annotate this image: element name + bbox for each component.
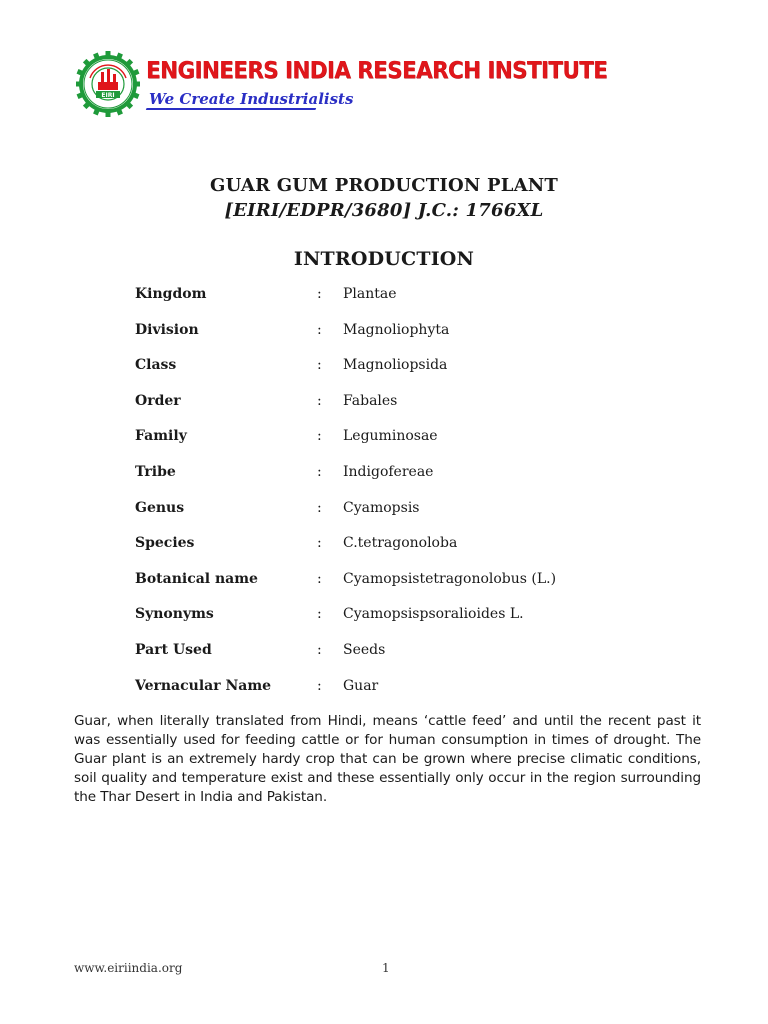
company-logo [76,46,608,122]
taxonomy-table [135,286,655,713]
taxonomy-value: Cyamopsis [343,499,420,516]
taxonomy-separator: : [317,641,322,658]
document-reference: [EIRI/EDPR/3680] J.C.: 1766XL [224,200,544,221]
organization-tagline: We Create Industrialists [149,90,354,108]
taxonomy-label: Order [135,392,181,409]
section-heading: INTRODUCTION [293,248,475,270]
taxonomy-separator: : [317,392,322,409]
taxonomy-value: Magnoliophyta [343,321,450,338]
taxonomy-row [135,571,655,607]
organization-name: ENGINEERS INDIA RESEARCH INSTITUTE [146,58,608,84]
taxonomy-value: Guar [343,677,379,694]
document-title: GUAR GUM PRODUCTION PLANT [210,175,558,196]
taxonomy-value: Indigofereae [343,463,434,480]
taxonomy-row [135,500,655,536]
taxonomy-label: Vernacular Name [135,677,272,694]
taxonomy-row [135,678,655,714]
taxonomy-separator: : [317,286,322,302]
footer-website-link[interactable]: www.eiriindia.org [74,961,183,975]
taxonomy-separator: : [317,535,322,552]
eiri-seal-icon [76,48,140,120]
taxonomy-row [135,393,655,429]
tagline-underline [146,108,317,110]
taxonomy-separator: : [317,570,322,587]
taxonomy-label: Botanical name [135,570,258,587]
taxonomy-separator: : [317,499,322,516]
taxonomy-value: Seeds [343,641,386,658]
taxonomy-separator: : [317,321,322,338]
taxonomy-separator: : [317,677,322,694]
svg-text:EIRI: EIRI [101,92,115,99]
taxonomy-row [135,606,655,642]
taxonomy-separator: : [317,357,322,374]
taxonomy-label: Species [135,535,195,552]
taxonomy-value: C.tetragonoloba [343,535,458,552]
taxonomy-label: Division [135,321,199,338]
introduction-paragraph: Guar, when literally translated from Hindi, means ‘cattle feed’ and until the recent past it was essentially used for feeding cattle or for human consumption in times of drought. The Guar plant is an extremely hardy crop that can be grown where precise climatic conditions, soil quality and temperature exist and these essentially only occur in the region surrounding the Thar Desert in India and Pakistan. [74,713,701,805]
taxonomy-row [135,535,655,571]
taxonomy-label: Part Used [135,641,212,658]
taxonomy-label: Synonyms [135,606,214,623]
taxonomy-row [135,642,655,678]
taxonomy-value: Magnoliopsida [343,357,448,374]
taxonomy-separator: : [317,428,322,445]
taxonomy-label: Class [135,357,177,374]
taxonomy-label: Family [135,428,187,445]
taxonomy-value: Fabales [343,392,398,409]
taxonomy-separator: : [317,606,322,623]
page-number: 1 [382,961,390,975]
taxonomy-separator: : [317,463,322,480]
taxonomy-value: Cyamopsistetragonolobus (L.) [343,570,557,587]
taxonomy-row [135,428,655,464]
taxonomy-row [135,464,655,500]
taxonomy-row [135,322,655,358]
taxonomy-label: Genus [135,499,185,516]
taxonomy-value: Cyamopsispsoralioides L. [343,606,524,623]
taxonomy-value: Leguminosae [343,428,438,445]
taxonomy-row [135,357,655,393]
taxonomy-label: Kingdom [135,286,207,302]
taxonomy-row [135,286,655,322]
taxonomy-value: Plantae [343,286,397,302]
taxonomy-label: Tribe [135,463,176,480]
